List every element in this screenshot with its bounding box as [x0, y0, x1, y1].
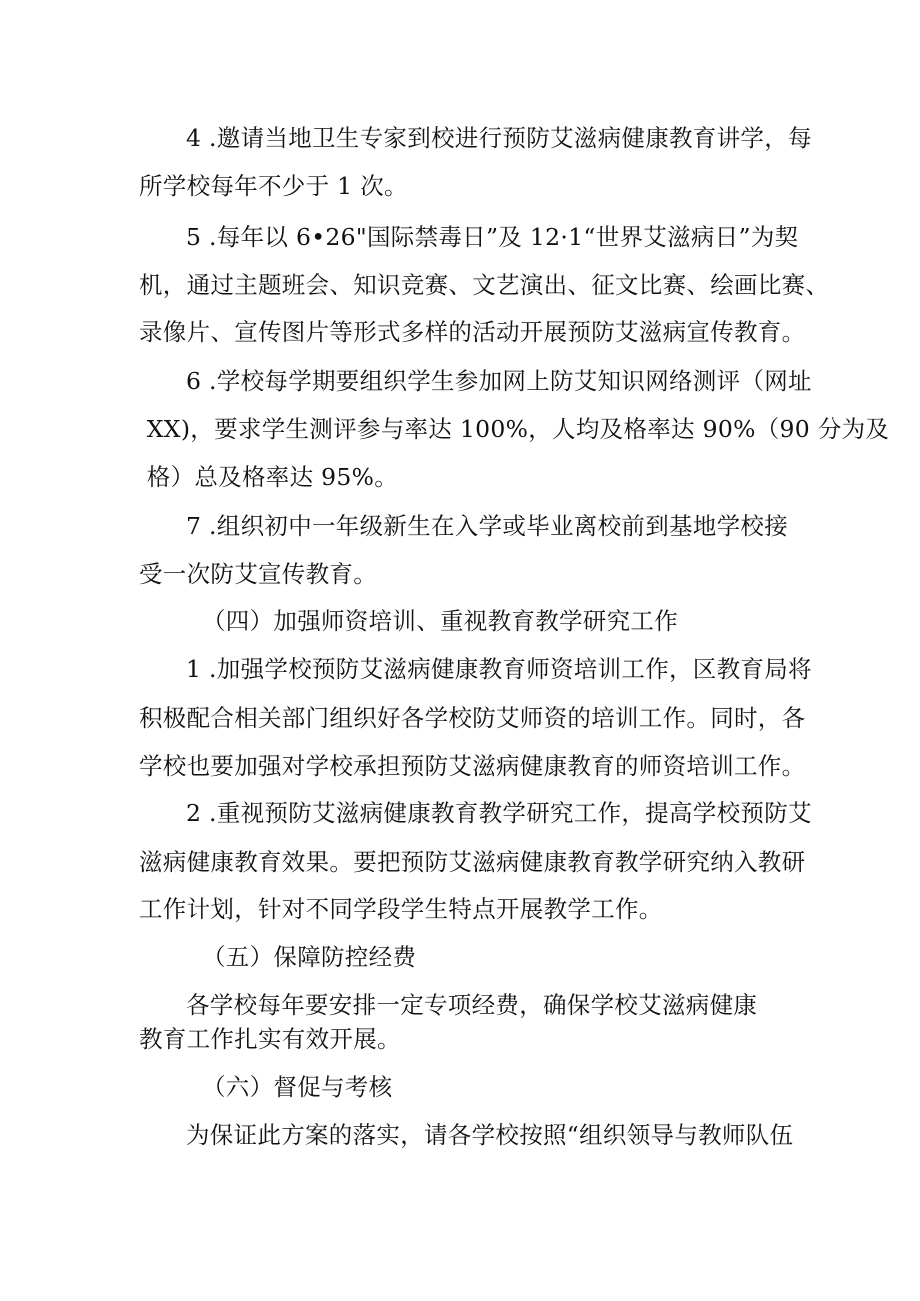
item-4-line-1: 4 .邀请当地卫生专家到校进行预防艾滋病健康教育讲学，每 — [186, 124, 812, 152]
item-7-line-1: 7 .组织初中一年级新生在入学或毕业离校前到基地学校接 — [186, 512, 788, 540]
sec4-item-2-line-3: 工作计划，针对不同学段学生特点开展教学工作。 — [139, 895, 663, 923]
sec4-item-1-line-1: 1 .加强学校预防艾滋病健康教育师资培训工作，区教育局将 — [186, 655, 812, 683]
item-5-line-3: 录像片、宣传图片等形式多样的活动开展预防艾滋病宣传教育。 — [139, 318, 806, 346]
sec4-item-1-line-3: 学校也要加强对学校承担预防艾滋病健康教育的师资培训工作。 — [139, 752, 806, 780]
item-4-line-2: 所学校每年不少于 1 次。 — [139, 172, 408, 200]
item-5-line-1: 5 .每年以 6•26"国际禁毒日”及 12·1“世界艾滋病日”为契 — [186, 223, 799, 251]
item-7-line-2: 受一次防艾宣传教育。 — [139, 560, 377, 588]
sec4-item-1-line-2: 积极配合相关部门组织好各学校防艾师资的培训工作。同时，各 — [139, 704, 806, 732]
item-5-line-2: 机，通过主题班会、知识竞赛、文艺演出、征文比赛、绘画比赛、 — [139, 271, 830, 299]
item-6-line-3: 格）总及格率达 95%。 — [139, 463, 399, 491]
section-6-heading: （六）督促与考核 — [202, 1073, 393, 1101]
item-6-line-1: 6 .学校每学期要组织学生参加网上防艾知识网络测评（网址 — [186, 367, 812, 395]
section-5-heading: （五）保障防控经费 — [202, 943, 417, 971]
sec5-para-line-1: 各学校每年要安排一定专项经费，确保学校艾滋病健康 — [186, 991, 758, 1019]
sec5-para-line-2: 教育工作扎实有效开展。 — [139, 1025, 401, 1053]
section-4-heading: （四）加强师资培训、重视教育教学研究工作 — [202, 607, 678, 635]
sec6-para-line-1: 为保证此方案的落实，请各学校按照“组织领导与教师队伍 — [186, 1121, 794, 1149]
sec4-item-2-line-1: 2 .重视预防艾滋病健康教育教学研究工作，提高学校预防艾 — [186, 799, 812, 827]
item-6-line-2: XX)，要求学生测评参与率达 100%，人均及格率达 90%（90 分为及 — [139, 415, 890, 443]
sec4-item-2-line-2: 滋病健康教育效果。要把预防艾滋病健康教育教学研究纳入教研 — [139, 848, 806, 876]
